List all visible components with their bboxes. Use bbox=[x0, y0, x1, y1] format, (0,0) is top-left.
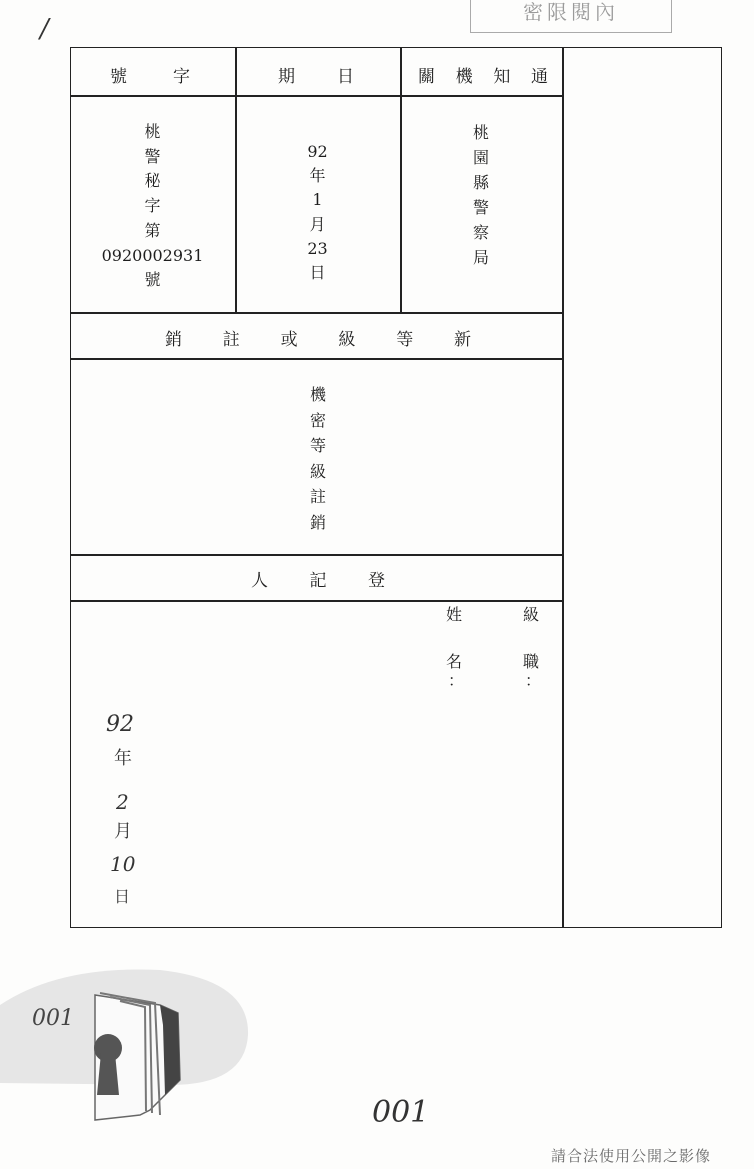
hw-date-month: 2 bbox=[116, 790, 129, 814]
header-char: 日 bbox=[337, 67, 354, 87]
footer-notice: 請合法使用公開之影像 bbox=[551, 1147, 712, 1165]
position-label-colon: ： bbox=[525, 671, 542, 690]
new-level-char: 密 bbox=[309, 410, 326, 430]
record-number-char: 字 bbox=[144, 196, 161, 216]
record-number-char: 秘 bbox=[144, 171, 161, 191]
hw-date-year-unit: 年 bbox=[114, 748, 132, 769]
name-label-colon: ： bbox=[448, 671, 465, 690]
handwritten-date bbox=[100, 712, 150, 912]
record-agency-char: 警 bbox=[472, 198, 489, 217]
divider-header bbox=[70, 95, 563, 97]
page-number: 001 bbox=[372, 1095, 430, 1130]
record-date-char: 1 bbox=[312, 190, 323, 210]
header-agency-label: 關 機 知 通 bbox=[418, 67, 548, 87]
new-level-char: 機 bbox=[309, 385, 326, 404]
logo-number: 001 bbox=[32, 1006, 74, 1031]
record-date bbox=[235, 140, 400, 285]
record-agency-char: 縣 bbox=[472, 173, 489, 192]
new-level-label: 銷 註 或 級 等 新 bbox=[165, 330, 471, 350]
record-number-char: 桃 bbox=[144, 122, 161, 141]
hw-date-year: 92 bbox=[106, 712, 134, 737]
record-agency-char: 園 bbox=[472, 148, 489, 167]
position-label-char: 職 bbox=[523, 652, 540, 671]
hw-date-day: 10 bbox=[110, 852, 136, 876]
record-date-char: 年 bbox=[309, 166, 326, 186]
divider-row-3 bbox=[70, 554, 563, 556]
record-date-char: 月 bbox=[309, 214, 326, 234]
registrant-label: 人 記 登 bbox=[251, 571, 385, 591]
classification-stamp: 密限閱內 bbox=[470, 0, 672, 33]
new-level-char: 註 bbox=[309, 487, 326, 506]
hw-date-month-unit: 月 bbox=[114, 821, 132, 842]
name-label-char: 名 bbox=[446, 652, 463, 671]
divider-row-4 bbox=[70, 600, 563, 602]
header-date-label bbox=[278, 62, 354, 87]
record-date-char: 23 bbox=[307, 238, 328, 258]
record-number-char: 警 bbox=[144, 146, 161, 166]
divider-right-column bbox=[562, 47, 564, 928]
header-number-label bbox=[110, 62, 190, 87]
record-date-char: 日 bbox=[309, 263, 326, 283]
record-number-char: 0920002931 bbox=[101, 245, 204, 265]
position-label-char: 級 bbox=[523, 605, 540, 624]
header-char: 字 bbox=[173, 67, 190, 87]
header-char: 號 bbox=[110, 67, 127, 87]
record-number-char: 第 bbox=[144, 220, 161, 240]
divider-row-2 bbox=[70, 358, 563, 360]
margin-mark: / bbox=[40, 14, 49, 44]
record-number bbox=[70, 120, 235, 293]
record-agency-char: 桃 bbox=[472, 123, 489, 142]
hw-date-day-unit: 日 bbox=[114, 887, 131, 906]
record-number-char: 號 bbox=[144, 270, 161, 290]
new-level-char: 級 bbox=[309, 461, 326, 481]
new-level-char: 銷 bbox=[309, 512, 326, 532]
record-date-char: 92 bbox=[307, 142, 328, 161]
record-agency bbox=[400, 120, 562, 270]
new-level-value bbox=[290, 382, 346, 535]
name-label-char: 姓 bbox=[446, 605, 463, 624]
new-level-char: 等 bbox=[309, 436, 326, 455]
header-char: 期 bbox=[278, 67, 295, 87]
archive-logo bbox=[0, 965, 255, 1125]
divider-row-1 bbox=[70, 312, 563, 314]
record-agency-char: 察 bbox=[472, 223, 489, 242]
record-agency-char: 局 bbox=[472, 248, 489, 267]
